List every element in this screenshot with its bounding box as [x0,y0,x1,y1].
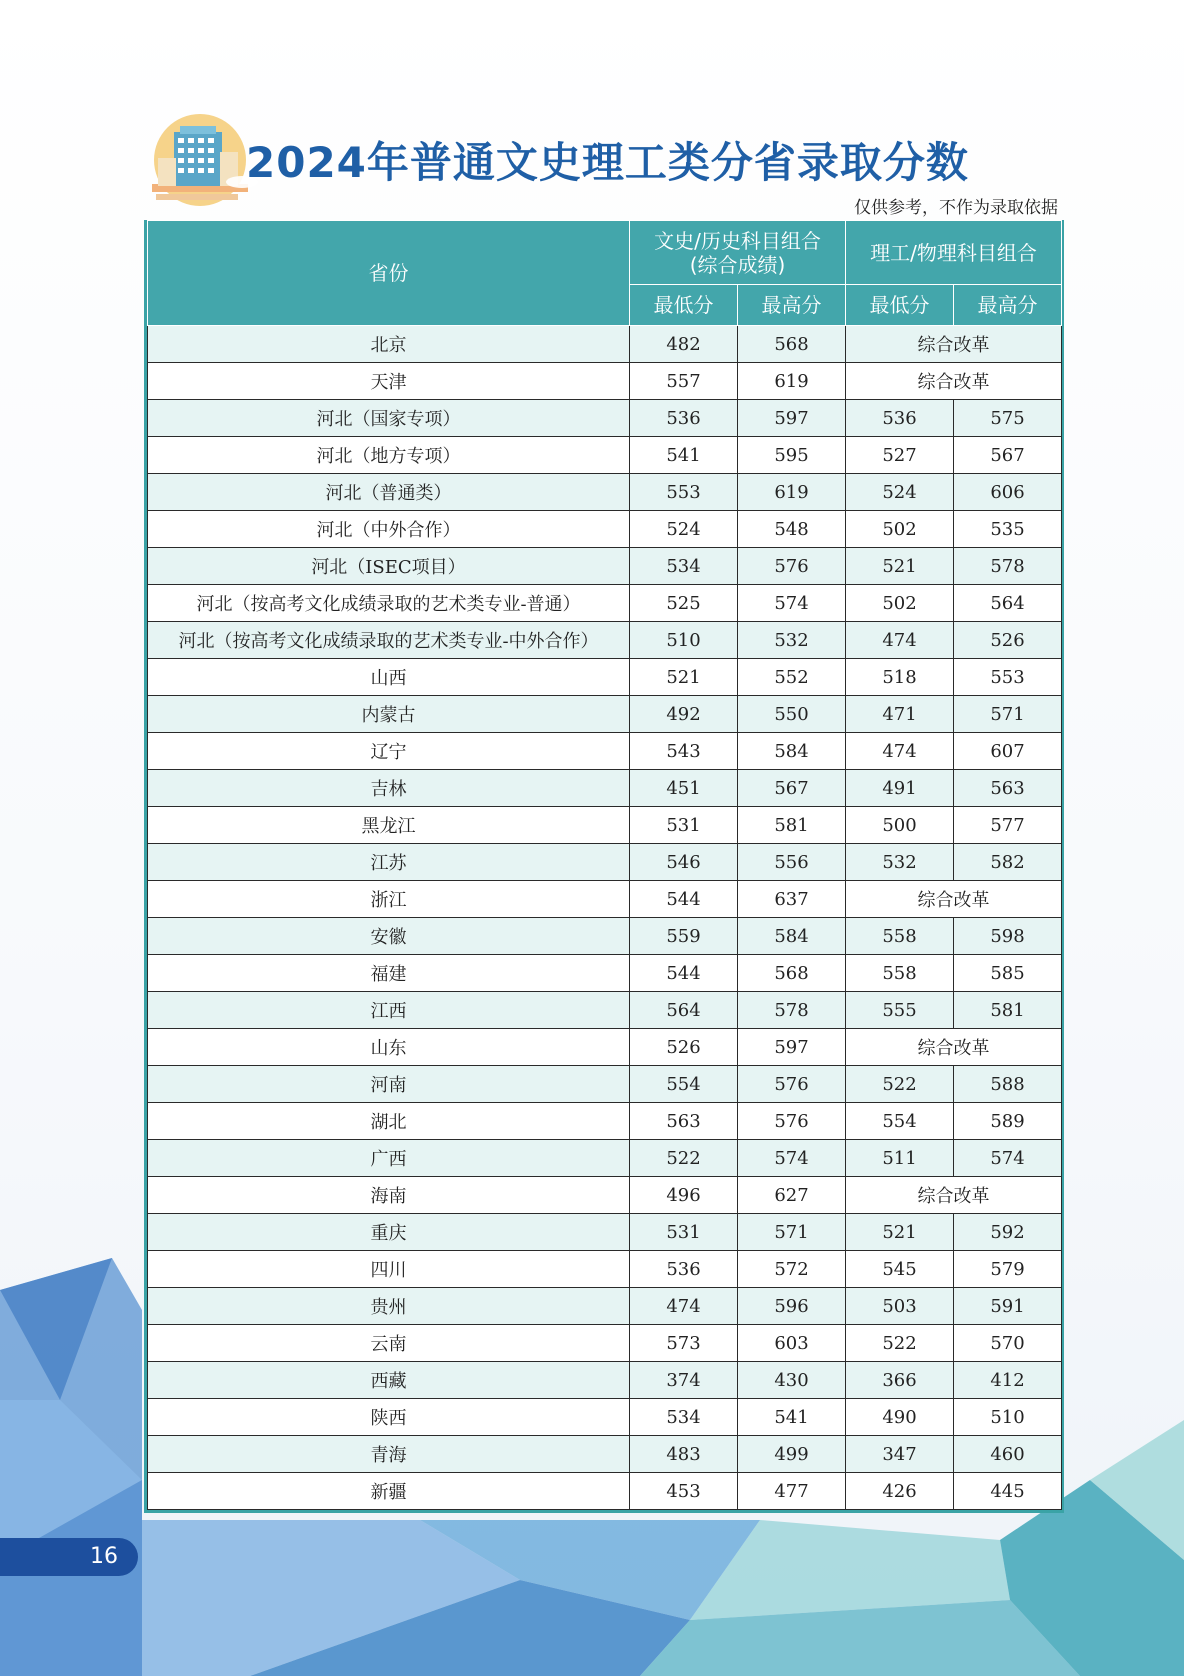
header-science-group: 理工/物理科目组合 [846,221,1062,285]
table-row [148,474,1062,511]
province-cell: 北京 [148,326,630,363]
arts-min-cell: 451 [630,770,738,807]
arts-min-cell: 510 [630,622,738,659]
arts-min-cell: 563 [630,1103,738,1140]
arts-max-cell: 574 [738,1140,846,1177]
arts-max-cell: 568 [738,955,846,992]
science-min-cell: 521 [846,1214,954,1251]
science-max-cell: 567 [954,437,1062,474]
arts-min-cell: 534 [630,1399,738,1436]
arts-max-cell: 595 [738,437,846,474]
arts-max-cell: 584 [738,733,846,770]
arts-min-cell: 374 [630,1362,738,1399]
science-max-cell: 581 [954,992,1062,1029]
admission-score-table [147,220,1062,1510]
province-cell: 安徽 [148,918,630,955]
province-cell: 内蒙古 [148,696,630,733]
province-cell: 天津 [148,363,630,400]
table-row [148,955,1062,992]
province-cell: 河北（中外合作） [148,511,630,548]
science-max-cell: 592 [954,1214,1062,1251]
arts-max-cell: 568 [738,326,846,363]
table-row [148,1473,1062,1510]
arts-min-cell: 536 [630,400,738,437]
science-min-cell: 503 [846,1288,954,1325]
arts-min-cell: 522 [630,1140,738,1177]
province-cell: 浙江 [148,881,630,918]
reform-note-cell: 综合改革 [846,1177,1062,1214]
science-max-cell: 579 [954,1251,1062,1288]
science-min-cell: 558 [846,918,954,955]
science-max-cell: 589 [954,1103,1062,1140]
province-cell: 四川 [148,1251,630,1288]
province-cell: 云南 [148,1325,630,1362]
science-max-cell: 574 [954,1140,1062,1177]
province-cell: 山西 [148,659,630,696]
table-row [148,622,1062,659]
arts-max-cell: 597 [738,1029,846,1066]
arts-min-cell: 564 [630,992,738,1029]
province-cell: 海南 [148,1177,630,1214]
arts-min-cell: 526 [630,1029,738,1066]
province-cell: 河北（国家专项） [148,400,630,437]
science-max-cell: 563 [954,770,1062,807]
science-max-cell: 575 [954,400,1062,437]
table-row [148,1140,1062,1177]
science-min-cell: 555 [846,992,954,1029]
header-province: 省份 [148,221,630,326]
province-cell: 江西 [148,992,630,1029]
science-min-cell: 536 [846,400,954,437]
science-max-cell: 585 [954,955,1062,992]
arts-max-cell: 576 [738,1103,846,1140]
province-cell: 河北（地方专项） [148,437,630,474]
table-row [148,733,1062,770]
arts-min-cell: 541 [630,437,738,474]
science-min-cell: 426 [846,1473,954,1510]
arts-max-cell: 578 [738,992,846,1029]
province-cell: 广西 [148,1140,630,1177]
table-row [148,844,1062,881]
science-min-cell: 545 [846,1251,954,1288]
table-row [148,437,1062,474]
table-row [148,918,1062,955]
page-number-badge [0,1538,138,1576]
science-max-cell: 571 [954,696,1062,733]
science-min-cell: 558 [846,955,954,992]
science-min-cell: 347 [846,1436,954,1473]
arts-max-cell: 430 [738,1362,846,1399]
arts-min-cell: 544 [630,955,738,992]
arts-min-cell: 536 [630,1251,738,1288]
arts-min-cell: 543 [630,733,738,770]
reform-note-cell: 综合改革 [846,363,1062,400]
arts-max-cell: 627 [738,1177,846,1214]
province-cell: 河北（按高考文化成绩录取的艺术类专业-中外合作） [148,622,630,659]
table-row [148,1103,1062,1140]
arts-max-cell: 619 [738,474,846,511]
arts-min-cell: 573 [630,1325,738,1362]
province-cell: 陕西 [148,1399,630,1436]
science-min-cell: 522 [846,1325,954,1362]
arts-max-cell: 576 [738,548,846,585]
header-arts-max: 最高分 [738,285,846,326]
arts-min-cell: 534 [630,548,738,585]
science-min-cell: 524 [846,474,954,511]
science-max-cell: 526 [954,622,1062,659]
table-row [148,363,1062,400]
science-max-cell: 564 [954,585,1062,622]
science-max-cell: 412 [954,1362,1062,1399]
science-min-cell: 527 [846,437,954,474]
arts-min-cell: 474 [630,1288,738,1325]
arts-max-cell: 596 [738,1288,846,1325]
arts-max-cell: 532 [738,622,846,659]
science-max-cell: 553 [954,659,1062,696]
arts-max-cell: 567 [738,770,846,807]
province-cell: 黑龙江 [148,807,630,844]
header-arts-group: 文史/历史科目组合 (综合成绩) [630,221,846,285]
table-row [148,659,1062,696]
arts-min-cell: 559 [630,918,738,955]
table-row [148,400,1062,437]
science-min-cell: 522 [846,1066,954,1103]
table-row [148,1177,1062,1214]
science-max-cell: 607 [954,733,1062,770]
table-row [148,1029,1062,1066]
science-min-cell: 490 [846,1399,954,1436]
arts-max-cell: 552 [738,659,846,696]
disclaimer-note: 仅供参考，不作为录取依据 [854,198,1058,218]
arts-max-cell: 574 [738,585,846,622]
science-max-cell: 510 [954,1399,1062,1436]
science-min-cell: 521 [846,548,954,585]
arts-min-cell: 546 [630,844,738,881]
arts-max-cell: 571 [738,1214,846,1251]
arts-min-cell: 483 [630,1436,738,1473]
arts-max-cell: 619 [738,363,846,400]
province-cell: 重庆 [148,1214,630,1251]
science-min-cell: 471 [846,696,954,733]
reform-note-cell: 综合改革 [846,881,1062,918]
science-min-cell: 502 [846,511,954,548]
table-row [148,1325,1062,1362]
table-row [148,1251,1062,1288]
province-cell: 新疆 [148,1473,630,1510]
arts-min-cell: 531 [630,807,738,844]
arts-max-cell: 499 [738,1436,846,1473]
table-row [148,511,1062,548]
arts-min-cell: 496 [630,1177,738,1214]
table-row [148,1362,1062,1399]
province-cell: 辽宁 [148,733,630,770]
page-title: 2024年普通文史理工类分省录取分数 [246,138,969,187]
page-number: 16 [90,1544,118,1569]
arts-min-cell: 544 [630,881,738,918]
arts-max-cell: 637 [738,881,846,918]
arts-max-cell: 576 [738,1066,846,1103]
arts-max-cell: 597 [738,400,846,437]
arts-max-cell: 541 [738,1399,846,1436]
arts-max-cell: 584 [738,918,846,955]
table-row [148,696,1062,733]
science-max-cell: 445 [954,1473,1062,1510]
province-cell: 西藏 [148,1362,630,1399]
table-row [148,1214,1062,1251]
science-min-cell: 500 [846,807,954,844]
header-arts-min: 最低分 [630,285,738,326]
arts-min-cell: 524 [630,511,738,548]
arts-max-cell: 548 [738,511,846,548]
science-max-cell: 591 [954,1288,1062,1325]
arts-max-cell: 581 [738,807,846,844]
province-cell: 贵州 [148,1288,630,1325]
table-row [148,326,1062,363]
reform-note-cell: 综合改革 [846,326,1062,363]
arts-min-cell: 557 [630,363,738,400]
table-row [148,1066,1062,1103]
science-max-cell: 588 [954,1066,1062,1103]
province-cell: 福建 [148,955,630,992]
arts-min-cell: 531 [630,1214,738,1251]
science-min-cell: 518 [846,659,954,696]
science-min-cell: 474 [846,622,954,659]
province-cell: 湖北 [148,1103,630,1140]
arts-max-cell: 556 [738,844,846,881]
province-cell: 吉林 [148,770,630,807]
table-row [148,1399,1062,1436]
table-row [148,1288,1062,1325]
science-max-cell: 606 [954,474,1062,511]
province-cell: 山东 [148,1029,630,1066]
science-max-cell: 578 [954,548,1062,585]
province-cell: 青海 [148,1436,630,1473]
header-science-max: 最高分 [954,285,1062,326]
science-min-cell: 366 [846,1362,954,1399]
score-table-body [148,326,1062,1510]
science-max-cell: 582 [954,844,1062,881]
arts-min-cell: 453 [630,1473,738,1510]
arts-min-cell: 521 [630,659,738,696]
science-min-cell: 474 [846,733,954,770]
province-cell: 河北（按高考文化成绩录取的艺术类专业-普通） [148,585,630,622]
arts-max-cell: 603 [738,1325,846,1362]
table-row [148,992,1062,1029]
science-max-cell: 598 [954,918,1062,955]
arts-min-cell: 553 [630,474,738,511]
table-row [148,770,1062,807]
science-max-cell: 577 [954,807,1062,844]
arts-min-cell: 492 [630,696,738,733]
arts-max-cell: 550 [738,696,846,733]
science-min-cell: 502 [846,585,954,622]
arts-max-cell: 477 [738,1473,846,1510]
score-table-container [144,220,1064,1513]
science-min-cell: 532 [846,844,954,881]
arts-max-cell: 572 [738,1251,846,1288]
science-max-cell: 570 [954,1325,1062,1362]
header-science-min: 最低分 [846,285,954,326]
arts-min-cell: 482 [630,326,738,363]
province-cell: 河北（ISEC项目） [148,548,630,585]
reform-note-cell: 综合改革 [846,1029,1062,1066]
province-cell: 江苏 [148,844,630,881]
table-row [148,548,1062,585]
table-row [148,807,1062,844]
table-row [148,1436,1062,1473]
science-max-cell: 460 [954,1436,1062,1473]
science-max-cell: 535 [954,511,1062,548]
table-row [148,881,1062,918]
science-min-cell: 554 [846,1103,954,1140]
province-cell: 河北（普通类） [148,474,630,511]
science-min-cell: 511 [846,1140,954,1177]
science-min-cell: 491 [846,770,954,807]
arts-min-cell: 554 [630,1066,738,1103]
table-row [148,585,1062,622]
province-cell: 河南 [148,1066,630,1103]
arts-min-cell: 525 [630,585,738,622]
